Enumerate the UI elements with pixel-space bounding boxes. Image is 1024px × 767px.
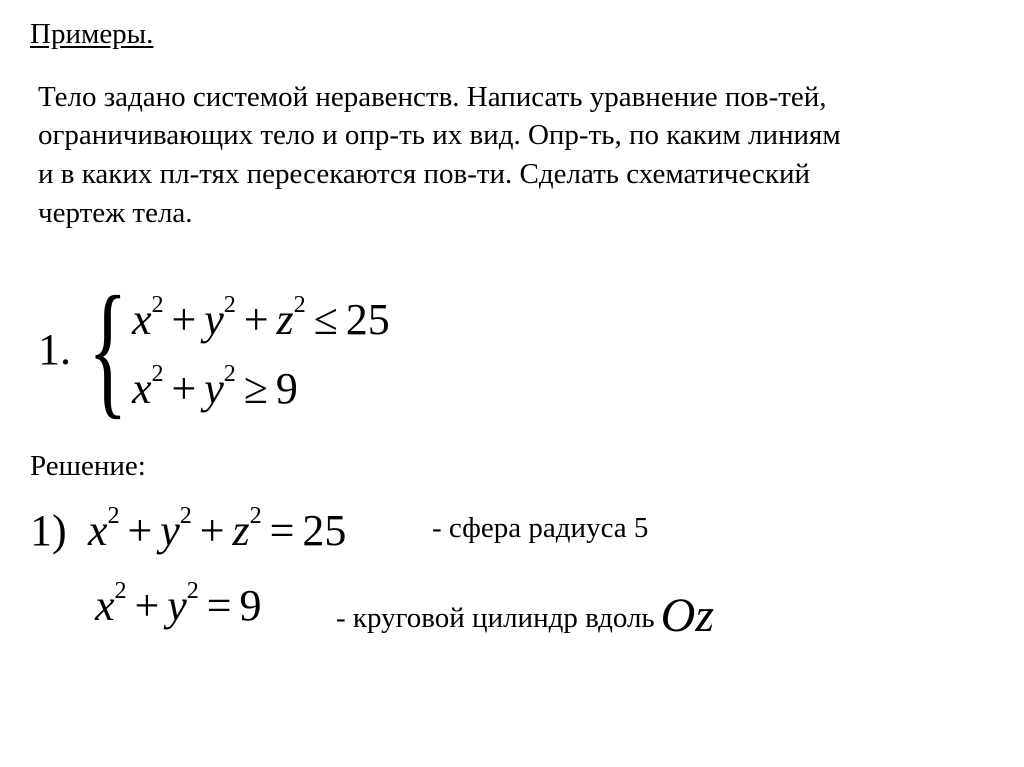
plus-sign: + (171, 364, 197, 413)
system-brace-icon: { (88, 266, 128, 432)
equation-cylinder (95, 577, 262, 631)
exponent: 2 (151, 360, 164, 388)
step-number: 1) (30, 506, 67, 555)
plus-sign: + (171, 295, 197, 344)
exponent: 2 (249, 502, 262, 530)
exponent: 2 (186, 577, 199, 605)
sphere-description: - сфера радиуса 5 (432, 512, 649, 544)
exponent: 2 (293, 291, 306, 319)
task-text-line-1: Тело задано системой неравенств. Написать уравнение пов-тей, (38, 81, 827, 113)
var-z: z (232, 506, 250, 555)
exponent: 2 (151, 291, 164, 319)
inequality-1 (132, 291, 390, 345)
plus-sign: + (127, 506, 153, 555)
task-text-line-2: ограничивающих тело и опр-ть их вид. Опр-ть, по каким линиям (38, 119, 841, 151)
var-y: y (204, 295, 224, 344)
example-number: 1. (38, 325, 71, 374)
var-z: z (276, 295, 294, 344)
var-y: y (204, 364, 224, 413)
plus-sign: + (199, 506, 225, 555)
var-x: x (95, 581, 115, 630)
axis-label: Oz (660, 589, 714, 642)
relation-sign: ≥ (243, 364, 268, 413)
task-text-line-3: и в каких пл-тях пересекаются пов-ти. Сделать схематический (38, 158, 811, 190)
task-text-line-4: чертеж тела. (38, 197, 193, 229)
exponent: 2 (114, 577, 127, 605)
var-y: y (160, 506, 180, 555)
var-x: x (132, 364, 152, 413)
plus-sign: + (134, 581, 160, 630)
rhs-value: 25 (345, 295, 390, 344)
relation-sign: ≤ (313, 295, 338, 344)
exponent: 2 (179, 502, 192, 530)
exponent: 2 (223, 291, 236, 319)
var-x: x (88, 506, 108, 555)
var-y: y (167, 581, 187, 630)
page-title: Примеры. (30, 18, 154, 50)
equals-sign: = (269, 506, 295, 555)
equation-sphere (88, 502, 347, 556)
rhs-value: 9 (275, 364, 298, 413)
var-x: x (132, 295, 152, 344)
exponent: 2 (223, 360, 236, 388)
rhs-value: 25 (302, 506, 347, 555)
cylinder-description (336, 588, 714, 643)
equals-sign: = (206, 581, 232, 630)
exponent: 2 (107, 502, 120, 530)
inequality-2 (132, 360, 298, 414)
cylinder-description-text: - круговой цилиндр вдоль (336, 602, 655, 634)
plus-sign: + (243, 295, 269, 344)
rhs-value: 9 (239, 581, 262, 630)
solution-label: Решение: (30, 450, 146, 482)
